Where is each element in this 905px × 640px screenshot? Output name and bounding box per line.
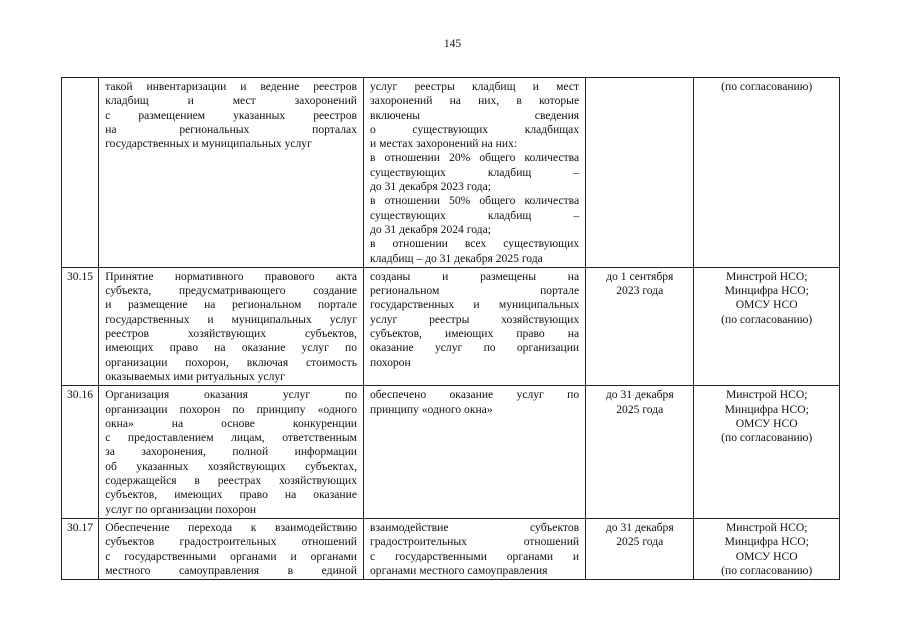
measure-cell-line: окна» на основе конкуренции	[105, 416, 357, 430]
measure-cell-line: Принятие нормативного правового акта	[105, 269, 357, 283]
result-cell-line: оказание услуг по организации	[370, 341, 580, 355]
deadline-cell	[586, 518, 694, 579]
responsible-cell-line: ОМСУ НСО	[735, 549, 798, 563]
result-cell-line: взаимодействие субъектов	[370, 520, 580, 534]
responsible-cell-line: Минцифра НСО;	[724, 402, 809, 416]
result-cell-line: органами местного самоуправления	[370, 563, 548, 577]
result-cell-line: услуг реестры хозяйствующих	[370, 312, 580, 326]
measure-cell-line: местного самоуправления в единой	[105, 563, 357, 577]
deadline-cell	[586, 267, 694, 385]
result-cell-line: градостроительных отношений	[370, 535, 580, 549]
result-cell-line: о существующих кладбищах	[370, 122, 580, 136]
responsible-cell-line: (по согласованию)	[721, 312, 813, 326]
measure-cell-line: государственных и муниципальных услуг	[105, 312, 357, 326]
responsible-cell-line: ОМСУ НСО	[735, 416, 798, 430]
deadline-cell-line: 2025 года	[616, 535, 664, 549]
result-cell	[364, 78, 586, 268]
result-cell-line: и местах захоронений на них:	[370, 137, 518, 151]
measures-table	[61, 77, 840, 580]
result-cell-line: региональном портале	[370, 284, 580, 298]
result-cell-line: существующих кладбищ –	[370, 165, 580, 179]
result-cell-line: с государственными органами и	[370, 549, 580, 563]
responsible-cell-line: Минстрой НСО;	[725, 388, 808, 402]
deadline-cell	[586, 78, 694, 268]
result-cell-line: субъектов, имеющих право на	[370, 327, 580, 341]
measure-cell-line: с государственными органами и органами	[105, 549, 357, 563]
responsible-cell-line: Минцифра НСО;	[724, 535, 809, 549]
measure-cell-line: субъектов градостроительных отношений	[105, 535, 357, 549]
table-row	[62, 78, 840, 268]
result-cell-line: услуг реестры кладбищ и мест	[370, 80, 580, 93]
responsible-cell	[694, 518, 840, 579]
measure-cell-line: с размещением указанных реестров	[105, 108, 357, 122]
result-cell-line: захоронений на них, в которые	[370, 94, 580, 108]
deadline-cell-line: до 31 декабря	[605, 520, 674, 534]
table-row	[62, 267, 840, 385]
deadline-cell	[586, 386, 694, 519]
result-cell-line: принципу «одного окна»	[370, 402, 493, 416]
measure-cell-line: реестров хозяйствующих субъектов,	[105, 327, 357, 341]
measure-cell-line: субъектов, имеющих право на оказание	[105, 488, 357, 502]
measure-cell	[99, 78, 364, 268]
measure-cell-line: кладбищ и мест захоронений	[105, 94, 357, 108]
item-number: 30.15	[62, 267, 99, 385]
deadline-cell-line: до 1 сентября	[606, 269, 674, 283]
measure-cell-line: Обеспечение перехода к взаимодействию	[105, 520, 357, 534]
measure-cell-line: за захоронения, полной информации	[105, 445, 357, 459]
result-cell-line: в отношении 20% общего количества	[370, 151, 580, 165]
result-cell-line: обеспечено оказание услуг по	[370, 388, 580, 402]
responsible-cell-line: (по согласованию)	[721, 431, 813, 445]
responsible-cell-line: Минстрой НСО;	[725, 269, 808, 283]
measure-cell-line: такой инвентаризации и ведение реестров	[105, 80, 357, 93]
result-cell-line: до 31 декабря 2024 года;	[370, 222, 491, 236]
deadline-cell-line: 2025 года	[616, 402, 664, 416]
measure-cell-line: организации похорон по принципу «одного	[105, 402, 357, 416]
result-cell-line: похорон	[370, 355, 411, 369]
measure-cell-line: организации похорон, включая стоимость	[105, 355, 357, 369]
responsible-cell-line: Минцифра НСО;	[724, 284, 809, 298]
measure-cell	[99, 267, 364, 385]
responsible-cell-line: Минстрой НСО;	[725, 520, 808, 534]
measure-cell-line: содержащейся в реестрах хозяйствующих	[105, 474, 357, 488]
measure-cell-line: с предоставлением лицам, ответственным	[105, 431, 357, 445]
measure-cell-line: и размещение на региональном портале	[105, 298, 357, 312]
responsible-cell-line: (по согласованию)	[721, 80, 813, 93]
measure-cell-line: субъекта, предусматривающего создание	[105, 284, 357, 298]
item-number: 30.17	[62, 518, 99, 579]
result-cell-line: существующих кладбищ –	[370, 208, 580, 222]
item-number: 30.16	[62, 386, 99, 519]
result-cell-line: включены сведения	[370, 108, 580, 122]
measure-cell-line: государственных и муниципальных услуг	[105, 137, 312, 151]
result-cell-line: кладбищ – до 31 декабря 2025 года	[370, 251, 543, 265]
deadline-cell-line: 2023 года	[616, 284, 664, 298]
result-cell-line: в отношении всех существующих	[370, 237, 580, 251]
table-row	[62, 518, 840, 579]
measure-cell	[99, 518, 364, 579]
result-cell	[364, 518, 586, 579]
result-cell-line: до 31 декабря 2023 года;	[370, 180, 491, 194]
result-cell	[364, 386, 586, 519]
result-cell-line: в отношении 50% общего количества	[370, 194, 580, 208]
measure-cell	[99, 386, 364, 519]
result-cell	[364, 267, 586, 385]
responsible-cell	[694, 267, 840, 385]
responsible-cell-line: (по согласованию)	[721, 563, 813, 577]
table-row	[62, 386, 840, 519]
measure-cell-line: на региональных порталах	[105, 122, 357, 136]
responsible-cell	[694, 78, 840, 268]
measure-cell-line: услуг по организации похорон	[105, 502, 257, 516]
page-number: 145	[443, 38, 462, 50]
measure-cell-line: об указанных хозяйствующих субъектах,	[105, 459, 357, 473]
measure-cell-line: Организация оказания услуг по	[105, 388, 357, 402]
result-cell-line: государственных и муниципальных	[370, 298, 580, 312]
result-cell-line: созданы и размещены на	[370, 269, 580, 283]
responsible-cell	[694, 386, 840, 519]
item-number	[62, 78, 99, 268]
deadline-cell-line: до 31 декабря	[605, 388, 674, 402]
responsible-cell-line: ОМСУ НСО	[735, 298, 798, 312]
measure-cell-line: оказываемых ими ритуальных услуг	[105, 369, 285, 383]
measure-cell-line: имеющих право на оказание услуг по	[105, 341, 357, 355]
